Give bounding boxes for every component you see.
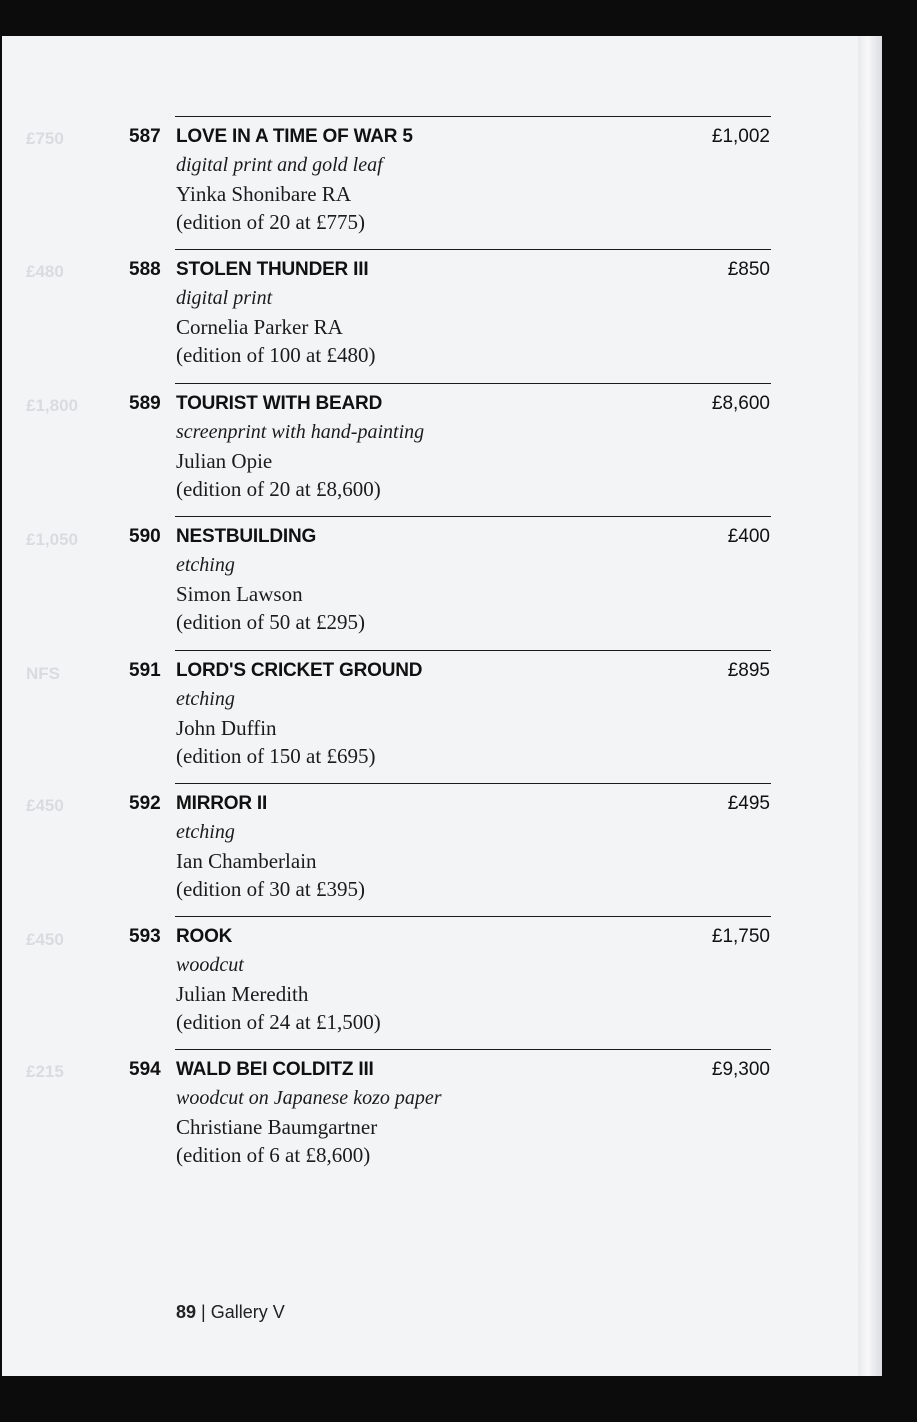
section-name: Gallery V [210,1302,285,1322]
artwork-title: LOVE IN A TIME OF WAR 5 [176,126,413,147]
lot-number: 589 [129,393,161,414]
artwork-title: NESTBUILDING [176,526,317,547]
artwork-title: MIRROR II [176,793,268,814]
page-footer [176,1302,285,1323]
artwork-title: STOLEN THUNDER III [176,259,369,280]
show-through-text: £750 [26,129,64,148]
artwork-price: £8,600 [711,393,770,414]
artist-name: Cornelia Parker RA [176,315,343,339]
artwork-medium: digital print [176,287,273,309]
show-through-text: £1,050 [26,530,78,549]
lot-number: 593 [129,926,161,947]
page-number: 89 [176,1302,197,1322]
artwork-price: £1,750 [711,926,770,947]
artwork-price: £895 [727,660,770,681]
artwork-price: £495 [727,793,770,814]
edition-info: (edition of 20 at £8,600) [176,477,381,501]
edition-info: (edition of 100 at £480) [176,343,376,367]
entry-rule [175,516,771,517]
artist-name: Julian Opie [176,449,273,473]
edition-info: (edition of 6 at £8,600) [176,1143,371,1167]
artwork-title: TOURIST WITH BEARD [176,393,383,414]
artwork-medium: digital print and gold leaf [176,154,383,176]
lot-number: 587 [129,126,161,147]
lot-number: 591 [129,660,161,681]
edition-info: (edition of 24 at £1,500) [176,1010,381,1034]
artwork-price: £9,300 [711,1059,770,1080]
footer-separator: | [196,1302,211,1322]
artist-name: Simon Lawson [176,582,303,606]
artwork-price: £400 [727,526,770,547]
edition-info: (edition of 30 at £395) [176,877,365,901]
artist-name: Christiane Baumgartner [176,1115,378,1139]
artwork-price: £1,002 [711,126,770,147]
artwork-medium: woodcut on Japanese kozo paper [176,1087,442,1109]
show-through-text: NFS [26,664,60,683]
show-through-text: £450 [26,796,64,815]
catalogue-entry [0,516,876,649]
catalogue-entry [0,249,876,382]
artist-name: John Duffin [176,716,277,740]
show-through-text: £1,800 [26,396,78,415]
artist-name: Yinka Shonibare RA [176,182,351,206]
edition-info: (edition of 20 at £775) [176,210,365,234]
artwork-title: ROOK [176,926,233,947]
entry-rule [175,249,771,250]
catalogue-entry [0,383,876,516]
catalogue-entry [0,783,876,916]
entry-rule [175,650,771,651]
show-through-text: £450 [26,930,64,949]
edition-info: (edition of 50 at £295) [176,610,365,634]
show-through-text: £480 [26,262,64,281]
artwork-price: £850 [727,259,770,280]
artist-name: Julian Meredith [176,982,309,1006]
artwork-medium: screenprint with hand-painting [176,421,425,443]
catalogue-entry [0,1049,876,1182]
show-through-text: £215 [26,1062,64,1081]
lot-number: 590 [129,526,161,547]
catalogue-entry [0,916,876,1049]
catalogue-entry [0,650,876,783]
artist-name: Ian Chamberlain [176,849,317,873]
entry-rule [175,783,771,784]
entry-rule [175,383,771,384]
lot-number: 588 [129,259,161,280]
entry-rule [175,116,771,117]
artwork-title: WALD BEI COLDITZ III [176,1059,374,1080]
artwork-medium: etching [176,688,235,710]
artwork-medium: woodcut [176,954,244,976]
lot-number: 594 [129,1059,161,1080]
artwork-medium: etching [176,554,235,576]
artwork-medium: etching [176,821,235,843]
entry-rule [175,916,771,917]
catalogue-entry [0,116,876,249]
edition-info: (edition of 150 at £695) [176,744,376,768]
entry-rule [175,1049,771,1050]
artwork-title: LORD'S CRICKET GROUND [176,660,423,681]
lot-number: 592 [129,793,161,814]
